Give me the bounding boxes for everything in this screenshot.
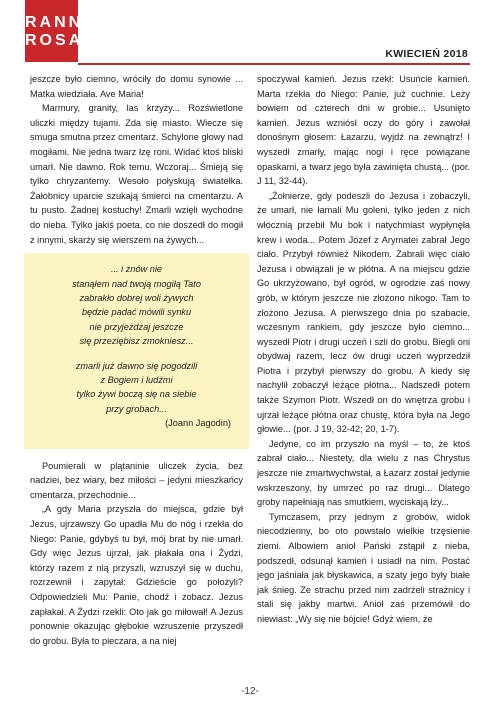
poem-box [24,253,249,448]
magazine-logo [25,0,98,62]
logo-line-2: ROSA [25,32,84,49]
poem-line: przy grobach... [106,403,167,414]
paragraph: Tymczasem, przy jednym z grobów, widok niecodzienny, bo oto powstało wielkie trzęsienie ziemi. Albowiem anioł Pański zstąpił z nieba, podszedł, odsunął kamień i usiadł na nim. Postać jego jaśniała jak błyskawica, a szaty jego były białe jak śnieg. Ze strachu przed nim zadrżeli strażnicy i stali się jakby martwi. Anioł zaś przemówił do niewiast: „Wy się nie bójcie! Gdyż wiem, że [257,511,470,624]
poem-line: ... i znów nie [110,264,163,275]
issue-date: KWIECIEŃ 2018 [385,48,468,60]
poem-author: (Joann Jagodin) [165,418,231,429]
page-number: -12- [241,686,259,697]
header-divider [78,63,470,65]
paragraph: „A gdy Maria przyszła do miejsca, gdzie był Jezus, ujrzawszy Go upadła Mu do nóg i rzekła do Niego: Panie, gdybyś tu był, mój brat by nie umarł. Gdy więc Jezus ujrzał, jak płakała ona i Żydzi, którzy razem z nią przyszli, wzruszył się w duchu, rozrzewnił i zapytał: Gdzieście go położyli? Odpowiedzieli Mu: Panie, chodź i zobacz. Jezus zapłakał. A Żydzi rzekli: Oto jak go miłował! A Jezus ponownie okazując głębokie wzruszenie przyszedł do grobu. Była to pieczara, a na niej [30,504,243,646]
poem-line: z Bogiem i ludźmi [100,374,173,385]
poem-stanza-1 [32,262,241,348]
paragraph: spoczywał kamień. Jezus rzekł: Usuńcie kamień. Marta rzekła do Niego: Panie, już cuchnie. Leży bowiem od czterech dni w grobie... Usunięto kamień. Jezus wzniósł oczy do góry i zawołał donośnym głosem: Łazarzu, wyjdź na zewnątrz! I wyszedł zmarły, mając nogi i ręce powiązane opaskami, a twarz jego była zawinięta chustą... (por. J 11, 32-44). [257,74,470,187]
poem-line: się przeziębisz zmokniesz... [79,336,194,347]
paragraph: „Żołnierze, gdy podeszli do Jezusa i zobaczyli, że umarł, nie łamali Mu goleni, tylko jeden z nich włócznią przebił Mu bok i natychmiast wypłynęła krew i woda... Potem Józef z Arymatei zabrał Jego ciało. Przybył również Nikodem. Zabrali więc ciało Jezusa i obwiązali je w płótna. A na miejscu gdzie Go ukrzyżowano, był ogród, w ogrodzie zaś nowy grób, w którym jeszcze nie złożono nikogo. Tam to złożono Jezusa. A pierwszego dnia po szabacie, wczesnym rankiem, gdy jeszcze było ciemno... wyszedł Piotr i drugi uczeń i szli do grobu. Biegli oni obydwaj razem, lecz ów drugi uczeń wyprzedził Piotra i przybył pierwszy do grobu. A kiedy się nachylił zobaczył leżące płótna... Nadszedł potem także Szymon Piotr. Wszedł on do wnętrza grobu i ujrzał leżące płótna oraz chustę, która była na Jego głowie... (por. J 19, 32-42; 20, 1-7). [257,190,470,435]
paragraph: Poumierali w plątaninie uliczek życia, bez nadziei, bez wiary, bez miłości – jedyni mieszkańcy cmentarza, przechodnie... [30,460,243,500]
left-column [30,72,243,648]
poem-line: nie przyjeżdżaj jeszcze [89,321,184,332]
poem-line: stanąłem nad twoją mogiłą Tato [72,278,201,289]
poem-line: zmarli już dawno się pogodzili [75,360,198,371]
paragraph: Jedyne, co im przyszło na myśl – to, że ktoś zabrał ciało... Niestety, dla wielu z nas Chrystus jeszcze nie zmartwychwstał, a Łazarz został jedynie wskrzeszony, by umrzeć po raz drugi... Dlatego groby napełniają nas smutkiem, wyciskają łzy... [257,438,470,508]
logo-line-1: RANNA [25,14,98,31]
poem-line: zabrakło dobrej woli żywych [79,292,194,303]
poem-line: będzie padać mówili synku [81,307,192,318]
right-column [257,72,470,627]
paragraph: Marmury, granity, las krzyży... Rozświetlone uliczki między tujami. Zda się miasto. Wiecze się smuga smutna przez cmentarz. Schylone głowy nad mogiłami. Nie jedna twarz łzę roni. Widać ktoś bliski umarł. Nie dawno. Rok temu. Wczoraj... Śmieją się tylko chryzantemy. Wesoło połyskują światełka. Żałobnicy uparcie szukają śmierci na cmentarzu. A tu pusto. Żadnej kostuchy! Zmarli wzięli wychodne do nieba. Tylko jakiś poeta, co nie doszedł do mogił z innymi, skarży się wierszem na żywych... [30,103,243,245]
paragraph: jeszcze było ciemno, wróciły do domu synowie ... Matka wiedziała. Ave Maria! [30,74,243,99]
poem-stanza-2 [32,359,241,431]
poem-line: tylko żywi boczą się na siebie [76,389,197,400]
